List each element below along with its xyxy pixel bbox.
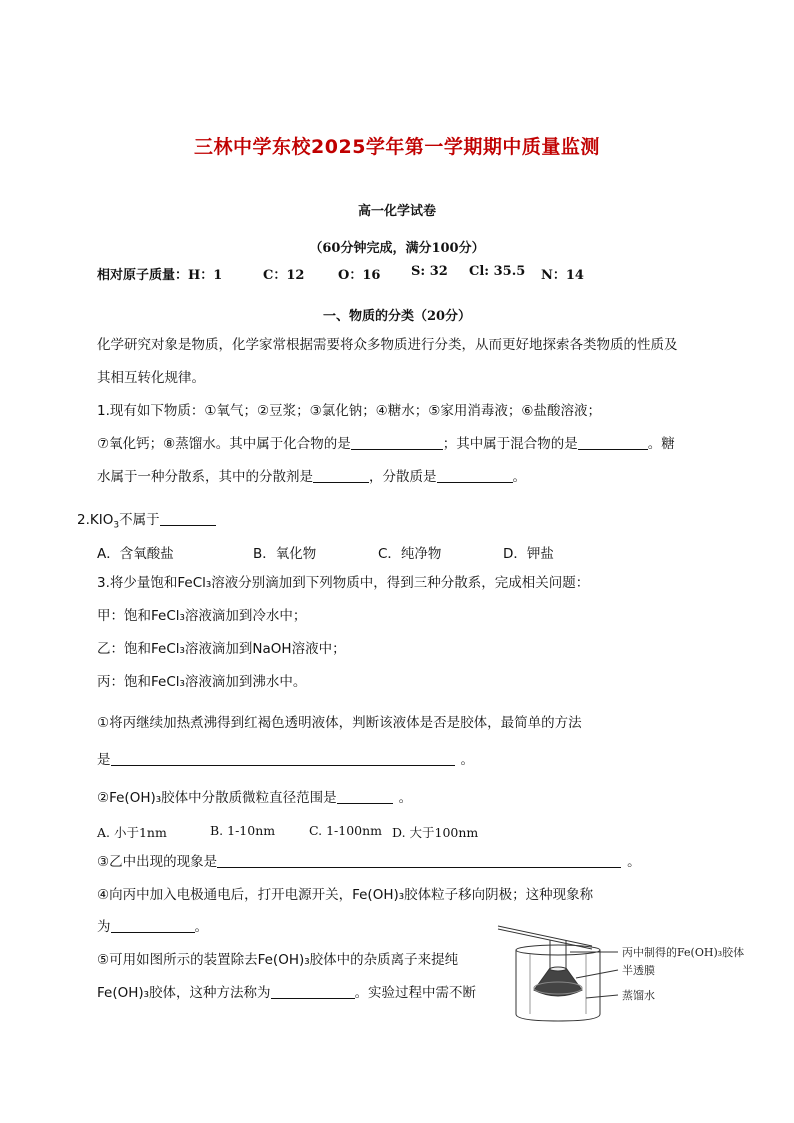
- q3-part5-line1: ⑤可用如图所示的装置除去Fe(OH)₃胶体中的杂质离子来提纯: [97, 952, 459, 968]
- atomic-mass-o: O：16: [338, 268, 381, 283]
- q3-part2-option-a[interactable]: A. 小于1nm: [97, 825, 167, 840]
- atomic-mass-h: H：1: [188, 268, 223, 283]
- atomic-mass-n: N：14: [541, 268, 584, 283]
- q2-stem-b: 不属于: [119, 512, 160, 528]
- q3-part3-b: 。: [627, 854, 641, 870]
- time-note: （60分钟完成，满分100分）: [309, 241, 485, 256]
- section1-heading: 一、物质的分类（20分）: [322, 309, 472, 324]
- q3-part2-a: ②Fe(OH)₃胶体中分散质微粒直径范围是: [97, 790, 337, 806]
- q3-part5-line2: [97, 981, 476, 1001]
- diagram-label-colloid: 丙中制得的Fe(OH)₃胶体: [622, 946, 745, 959]
- q2-option-c[interactable]: C．纯净物: [378, 546, 442, 562]
- q3-part1-line2-a: 是: [97, 752, 111, 768]
- q1-line3: [97, 465, 526, 485]
- dialysis-apparatus-drawing: [498, 926, 618, 1021]
- q1-line2: [97, 432, 675, 452]
- q2-stem-a: 2.KIO: [77, 512, 114, 528]
- q3-bing: 丙：饱和FeCl₃溶液滴加到沸水中。: [97, 674, 307, 690]
- q1-dispersant-blank[interactable]: [313, 468, 369, 483]
- q3-part3-a: ③乙中出现的现象是: [97, 854, 218, 870]
- section1-intro-line1: 化学研究对象是物质，化学家常根据需要将众多物质进行分类，从而更好地探索各类物质的性质及: [97, 337, 678, 353]
- diagram-label-water: 蒸馏水: [622, 989, 655, 1002]
- atomic-mass-line: [97, 264, 222, 283]
- q3-part5-line2-a: Fe(OH)₃胶体，这种方法称为: [97, 985, 271, 1001]
- q2-option-b[interactable]: B．氧化物: [253, 546, 317, 562]
- q3-yi: 乙：饱和FeCl₃溶液滴加到NaOH溶液中；: [97, 641, 346, 657]
- q2-answer-blank[interactable]: [160, 511, 216, 526]
- atomic-mass-c: C：12: [263, 268, 305, 283]
- q1-compound-blank[interactable]: [351, 435, 443, 450]
- q3-part3-blank[interactable]: [217, 853, 621, 868]
- atomic-mass-s: S: 32: [411, 264, 448, 279]
- q3-part4-line2: [97, 915, 208, 935]
- q1-mixture-blank[interactable]: [578, 435, 648, 450]
- page-title: 三林中学东校2025学年第一学期期中质量监测: [194, 136, 600, 158]
- q3-part2-blank[interactable]: [337, 789, 393, 804]
- q1-line2-b: ；其中属于混合物的是: [442, 436, 578, 452]
- q3-part2: [97, 786, 412, 806]
- q2-option-d[interactable]: D．钾盐: [503, 546, 554, 562]
- q3-jia: 甲：饱和FeCl₃溶液滴加到冷水中；: [97, 608, 307, 624]
- q3-part4-line2-a: 为: [97, 919, 111, 935]
- q3-part3: [97, 850, 641, 870]
- q3-part1-line2-b: 。: [460, 752, 474, 768]
- q3-part5-line2-b: 。实验过程中需不断: [354, 985, 477, 1001]
- atomic-mass-cl: Cl: 35.5: [469, 264, 526, 279]
- q1-dispersed-phase-blank[interactable]: [437, 468, 513, 483]
- q1-line1: 1.现有如下物质：①氧气；②豆浆；③氯化钠；④糖水；⑤家用消毒液；⑥盐酸溶液；: [97, 403, 601, 419]
- q1-line2-c: 。糖: [647, 436, 675, 452]
- q3-part1-line1: ①将丙继续加热煮沸得到红褐色透明液体，判断该液体是否是胶体，最简单的方法: [97, 715, 582, 731]
- q2-option-a[interactable]: A．含氧酸盐: [97, 546, 174, 562]
- q3-part1-line2: [97, 748, 474, 768]
- atomic-mass-label: 相对原子质量：: [97, 268, 189, 283]
- q3-part4-line1: ④向丙中加入电极通电后，打开电源开关，Fe(OH)₃胶体粒子移向阴极；这种现象称: [97, 887, 594, 903]
- q3-part4-blank[interactable]: [111, 918, 195, 933]
- q2-stem-sub: 3: [113, 520, 120, 531]
- q1-line3-a: 水属于一种分散系，其中的分散剂是: [97, 469, 313, 485]
- dialysis-apparatus-diagram: [490, 920, 780, 1025]
- q3-part4-line2-b: 。: [194, 919, 208, 935]
- section1-intro-line2: 其相互转化规律。: [97, 370, 205, 386]
- q3-part5-blank[interactable]: [271, 984, 355, 999]
- q3-part2-option-d[interactable]: D. 大于100nm: [392, 825, 479, 840]
- q1-line3-c: 。: [512, 469, 526, 485]
- q3-part1-blank[interactable]: [111, 751, 455, 766]
- exam-subtitle: 高一化学试卷: [357, 204, 436, 219]
- q3-part2-option-c[interactable]: C. 1-100nm: [309, 823, 383, 838]
- q3-part2-option-b[interactable]: B. 1-10nm: [210, 823, 276, 838]
- q3-stem: 3.将少量饱和FeCl₃溶液分别滴加到下列物质中，得到三种分散系，完成相关问题：: [97, 575, 590, 591]
- q3-part2-b: 。: [398, 790, 413, 806]
- q2-stem: [77, 508, 216, 531]
- q1-line2-a: ⑦氧化钙；⑧蒸馏水。其中属于化合物的是: [97, 436, 351, 452]
- diagram-label-membrane: 半透膜: [622, 964, 655, 977]
- q1-line3-b: ，分散质是: [369, 469, 437, 485]
